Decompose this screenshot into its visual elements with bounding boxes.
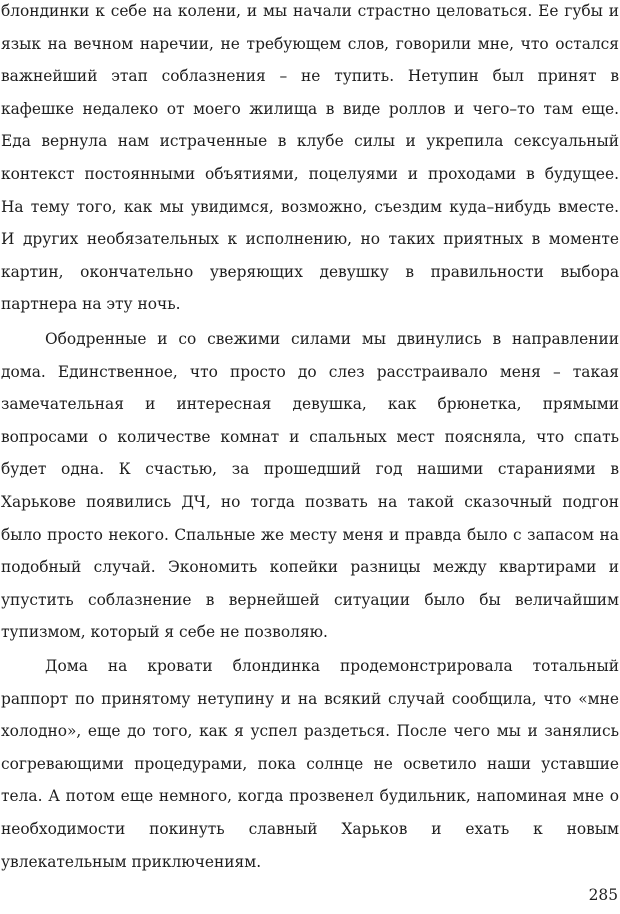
text-line: дома. Единственное, что просто до слез расстраивало меня – такая [1,362,619,381]
text-line: важнейший этап соблазнения – не тупить. Нетупин был принят в [1,67,619,86]
text-line: блондинки к себе на колени, и мы начали страстно целоваться. Ее губы и [1,2,619,20]
text-line: будет одна. К счастью, за прошедший год нашими стараниями в [1,460,619,479]
text-line: раппорт по принятому нетупину и на всякий случай сообщила, что «мне [1,689,619,708]
text-line: увлекательным приключениям. [1,852,262,871]
page-number: 285 [588,886,618,904]
text-line: необходимости покинуть славный Харьков и ехать к новым [1,819,619,838]
text-line: замечательная и интересная девушка, как брюнетка, прямыми [1,395,619,414]
text-line: согревающими процедурами, пока солнце не осветило наши уставшие [1,754,619,773]
text-line: было просто некого. Спальные же месту меня и правда было с запасом на [1,525,619,544]
text-line: Харькове появились ДЧ, но тогда позвать на такой сказочный подгон [1,492,619,511]
text-line: вопросами о количестве комнат и спальных мест поясняла, что спать [1,427,619,446]
text-line: картин, окончательно уверяющих девушку в правильности выбора [1,262,619,281]
text-line: кафешке недалеко от моего жилища в виде роллов и чего–то там еще. [1,99,619,118]
text-line: тупизмом, который я себе не позволяю. [1,623,328,642]
text-line: холодно», еще до того, как я успел раздеться. После чего мы и занялись [1,722,619,741]
text-line: партнера на эту ночь. [1,295,181,314]
text-line: подобный случай. Экономить копейки разницы между квартирами и [1,558,619,577]
paragraph-2 [1,323,619,649]
text-line: Еда вернула нам истраченные в клубе силы и укрепила сексуальный [1,132,619,151]
paragraph-3 [1,650,619,878]
text-line: И других необязательных к исполнению, но таких приятных в моменте [1,230,619,249]
text-line: На тему того, как мы увидимся, возможно, съездим куда–нибудь вместе. [1,197,619,216]
text-line: Ободренные и со свежими силами мы двинулись в направлении [45,330,619,348]
text-line: тела. А потом еще немного, когда прозвенел будильник, напоминая мне о [1,787,619,806]
paragraph-1 [1,0,619,321]
text-line: Дома на кровати блондинка продемонстрировала тотальный [45,657,619,675]
text-line: язык на вечном наречии, не требующем слов, говорили мне, что остался [1,34,619,53]
text-line: упустить соблазнение в вернейшей ситуации было бы величайшим [1,590,619,609]
text-line: контекст постоянными объятиями, поцелуями и проходами в будущее. [1,164,619,183]
